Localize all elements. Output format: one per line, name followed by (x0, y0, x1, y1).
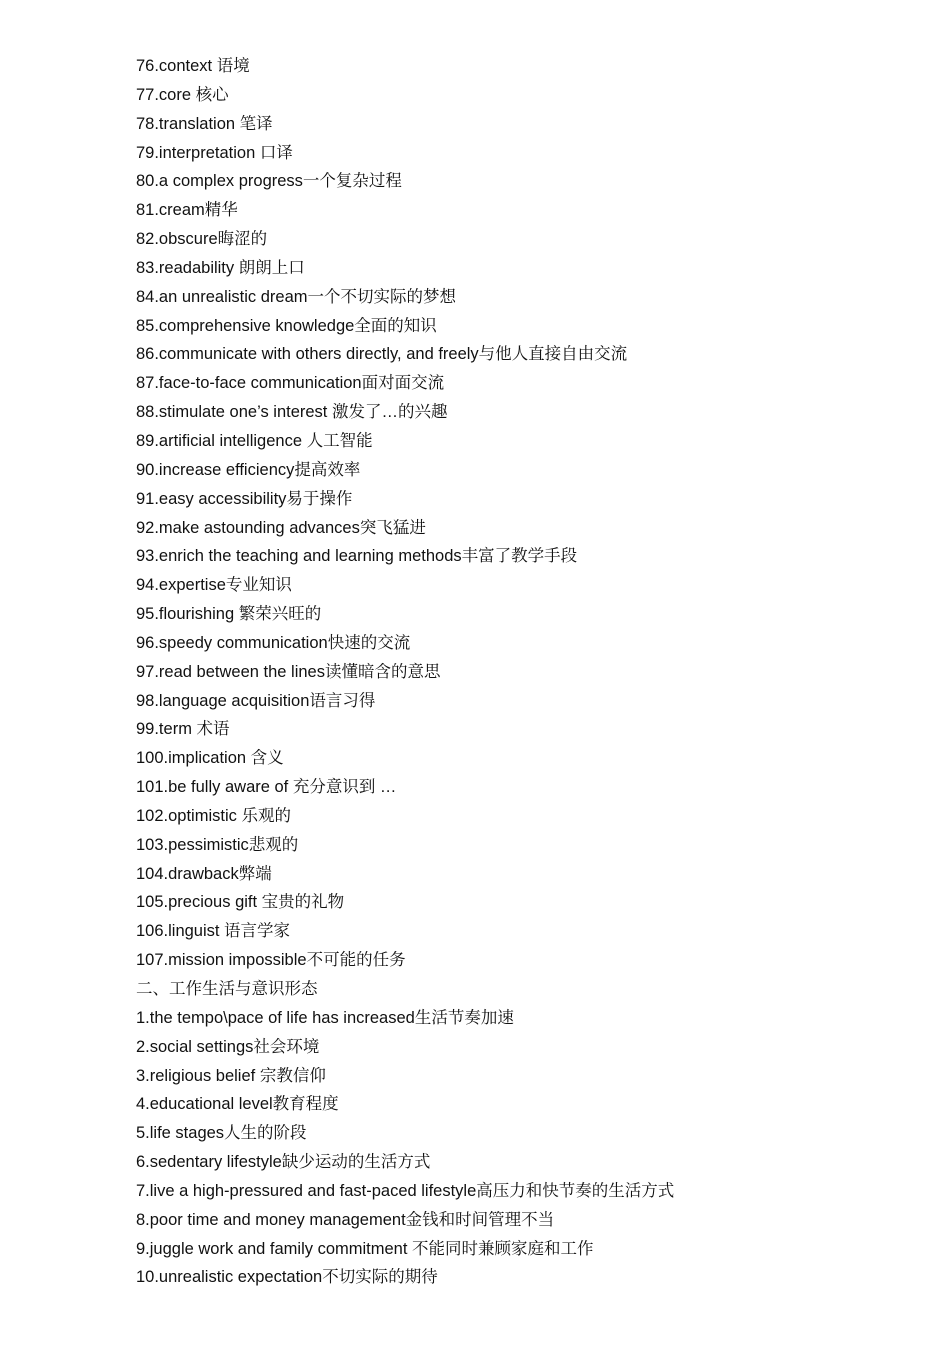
vocabulary-list (136, 52, 674, 1292)
vocabulary-entry: 87.face-to-face communication面对面交流 (136, 374, 445, 393)
vocabulary-entry: 79.interpretation 口译 (136, 143, 293, 162)
vocabulary-entry: 93.enrich the teaching and learning methods丰富了教学手段 (136, 547, 578, 566)
vocabulary-entry: 88.stimulate one’s interest 激发了…的兴趣 (136, 403, 448, 422)
vocabulary-entry: 90.increase efficiency提高效率 (136, 460, 361, 479)
vocabulary-entry: 104.drawback弊端 (136, 864, 272, 883)
vocabulary-entry: 105.precious gift 宝贵的礼物 (136, 893, 345, 912)
vocabulary-entry: 二、工作生活与意识形态 (136, 980, 318, 998)
vocabulary-entry: 99.term 术语 (136, 720, 230, 739)
vocabulary-entry: 1.the tempo\pace of life has increased生活节奏加速 (136, 1008, 514, 1027)
vocabulary-entry: 96.speedy communication快速的交流 (136, 633, 411, 652)
vocabulary-entry: 3.religious belief 宗教信仰 (136, 1066, 326, 1085)
vocabulary-entry: 80.a complex progress一个复杂过程 (136, 172, 402, 191)
vocabulary-entry: 7.live a high-pressured and fast-paced lifestyle高压力和快节奏的生活方式 (136, 1181, 675, 1200)
vocabulary-entry: 103.pessimistic悲观的 (136, 835, 299, 854)
vocabulary-entry: 9.juggle work and family commitment 不能同时兼顾家庭和工作 (136, 1239, 594, 1258)
vocabulary-entry: 4.educational level教育程度 (136, 1095, 339, 1114)
vocabulary-entry: 82.obscure晦涩的 (136, 230, 268, 249)
vocabulary-entry: 83.readability 朗朗上口 (136, 258, 305, 277)
vocabulary-entry: 8.poor time and money management金钱和时间管理不当 (136, 1210, 555, 1229)
vocabulary-entry: 77.core 核心 (136, 85, 229, 104)
vocabulary-entry: 102.optimistic 乐观的 (136, 806, 291, 825)
vocabulary-entry: 78.translation 笔译 (136, 114, 273, 133)
vocabulary-entry: 6.sedentary lifestyle缺少运动的生活方式 (136, 1153, 431, 1172)
vocabulary-entry: 81.cream精华 (136, 201, 238, 220)
vocabulary-entry: 98.language acquisition语言习得 (136, 691, 376, 710)
vocabulary-entry: 106.linguist 语言学家 (136, 922, 291, 941)
vocabulary-entry: 84.an unrealistic dream一个不切实际的梦想 (136, 287, 457, 306)
vocabulary-entry: 86.communicate with others directly, and freely与他人直接自由交流 (136, 345, 628, 364)
vocabulary-entry: 94.expertise专业知识 (136, 576, 292, 595)
vocabulary-entry: 76.context 语境 (136, 57, 250, 75)
vocabulary-entry: 107.mission impossible不可能的任务 (136, 951, 406, 970)
vocabulary-entry: 92.make astounding advances突飞猛进 (136, 518, 426, 537)
vocabulary-entry: 85.comprehensive knowledge全面的知识 (136, 316, 437, 335)
vocabulary-entry: 97.read between the lines读懂暗含的意思 (136, 662, 441, 681)
vocabulary-entry: 91.easy accessibility易于操作 (136, 489, 353, 508)
vocabulary-entry: 89.artificial intelligence 人工智能 (136, 431, 373, 450)
vocabulary-entry: 2.social settings社会环境 (136, 1037, 320, 1056)
vocabulary-entry: 101.be fully aware of 充分意识到 … (136, 778, 397, 797)
vocabulary-entry: 100.implication 含义 (136, 749, 284, 768)
vocabulary-entry: 5.life stages人生的阶段 (136, 1124, 307, 1143)
vocabulary-entry: 95.flourishing 繁荣兴旺的 (136, 605, 322, 624)
vocabulary-entry: 10.unrealistic expectation不切实际的期待 (136, 1268, 438, 1287)
